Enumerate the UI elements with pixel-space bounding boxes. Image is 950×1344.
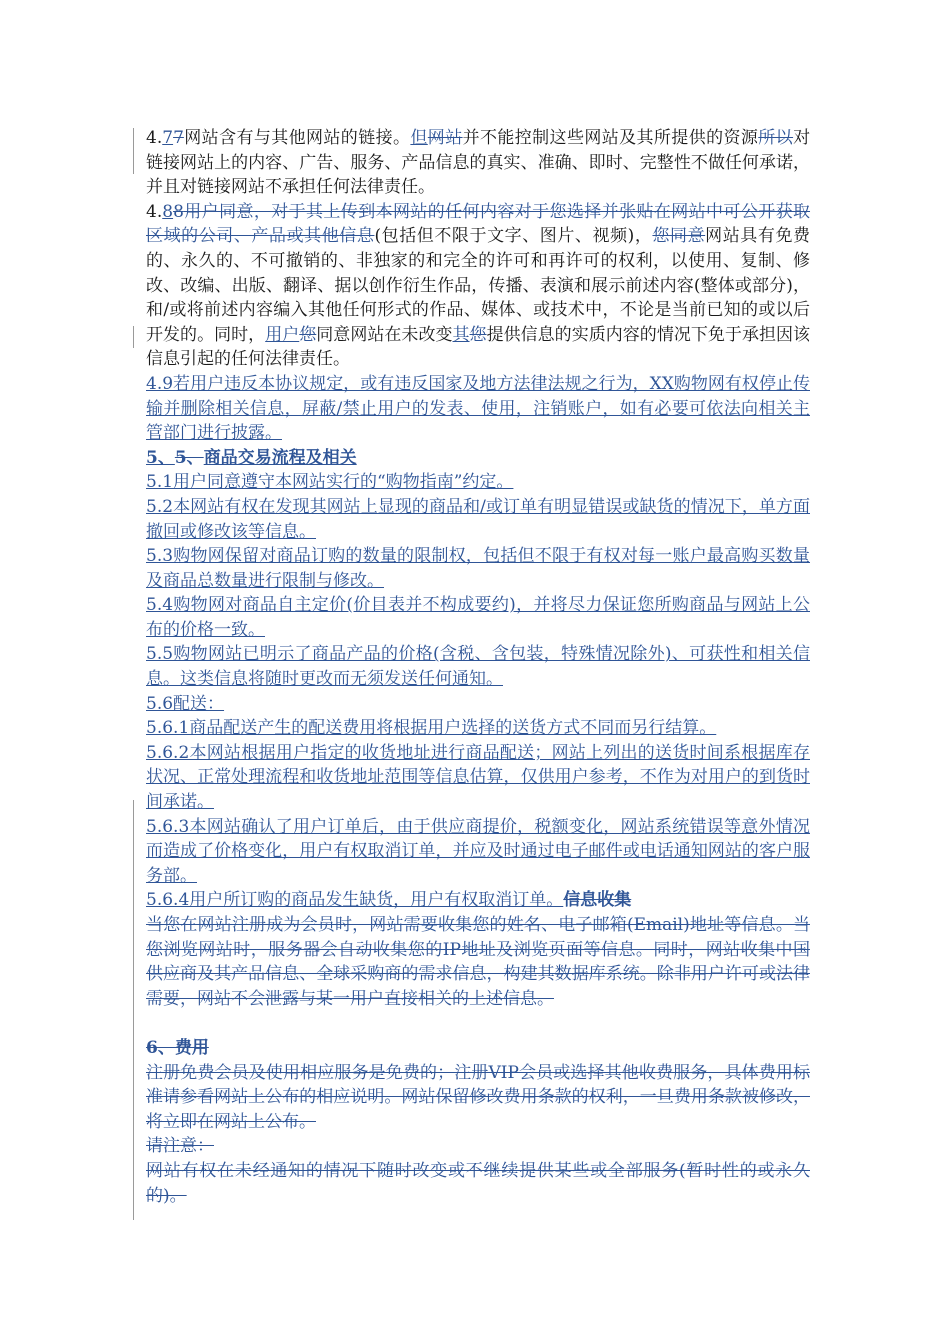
change-bar bbox=[133, 326, 134, 348]
note-label: 请注意： bbox=[146, 1136, 214, 1157]
clause-5-4: 5.4购物网对商品自主定价(价目表并不构成要约)，并将尽力保证您所购商品与网站上公布的价格一致。 bbox=[146, 595, 810, 640]
inserted-text: 用户 bbox=[265, 324, 300, 345]
clause-5-5: 5.5购物网站已明示了商品产品的价格(含税、含包装，特殊情况除外)、可获性和相关信息。这类信息将随时更改而无须发送任何通知。 bbox=[146, 644, 810, 690]
clause-5-6-1: 5.6.1商品配送产生的配送费用将根据用户选择的送货方式不同而另行结算。 bbox=[146, 718, 717, 739]
clause-4-7: 4.77网站含有与其他网站的链接。但网站并不能控制这些网站及其所提供的资源所以对链接网站上的内容、广告、服务、产品信息的真实、准确、即时、完整性不做任何承诺，并且对链接网站不承担任何法律责任。 bbox=[146, 128, 811, 198]
deleted-text: 对于您选择并张贴在网站中可公开获取区域的公司、产品或其他信息 bbox=[146, 201, 811, 247]
document-page bbox=[146, 126, 810, 1208]
section-6-heading: 6、费用 bbox=[146, 1037, 209, 1058]
info-collection-body: 当您在网站注册成为会员时，网站需要收集您的姓名、电子邮箱(Email)地址等信息。当您浏览网站时，服务器会自动收集您的IP地址及浏览页面等信息。同时，网站收集中国供应商及其产品信息、全球采购商的需求信息，构建其数据库系统。除非用户许可或法律需要，网站不会泄露与某一用户直接相关的上述信息。 bbox=[146, 915, 810, 1009]
section-5-heading: 5、5、商品交易流程及相关 bbox=[146, 447, 357, 468]
clause-4-9: 4.9若用户违反本协议规定，或有违反国家及地方法律法规之行为，XX购物网有权停止传输并删除相关信息，屏蔽/禁止用户的发表、使用，注销账户，如有必要可依法向相关主管部门进行披露。 bbox=[146, 373, 810, 444]
inserted-text: 其 bbox=[452, 324, 470, 345]
deleted-text: 您同意 bbox=[652, 226, 706, 247]
clause-5-1: 5.1用户同意遵守本网站实行的“购物指南”约定。 bbox=[146, 472, 514, 493]
clause-5-2: 5.2本网站有权在发现其网站上显现的商品和/或订单有明显错误或缺货的情况下，单方面撤回或修改该等信息。 bbox=[146, 496, 810, 542]
deleted-text: 8 bbox=[173, 201, 184, 222]
deleted-text: 用户同意，对于其上传到本网站的任何内容 bbox=[183, 201, 515, 222]
clause-5-3: 5.3购物网保留对商品订购的数量的限制权，包括但不限于有权对每一账户最高购买数量及商品总数量进行限制与修改。 bbox=[146, 546, 810, 591]
change-bar bbox=[133, 128, 134, 174]
deleted-text: 网站 bbox=[427, 128, 463, 148]
fees-body: 注册免费会员及使用相应服务是免费的；注册VIP会员或选择其他收费服务，具体费用标准请参看网站上公布的相应说明。网站保留修改费用条款的权利，一旦费用条款被修改，将立即在网站上公布。 bbox=[146, 1062, 810, 1132]
clause-5-6-2: 5.6.2本网站根据用户指定的收货地址进行商品配送；网站上列出的送货时间系根据库存状况、正常处理流程和收货地址范围等信息估算，仅供用户参考，不作为对用户的到货时间承诺。 bbox=[146, 742, 810, 813]
clause-5-6: 5.6配送： bbox=[146, 693, 225, 714]
deleted-text: 您 bbox=[299, 324, 317, 345]
inserted-text: 但 bbox=[410, 128, 428, 148]
deleted-text: 7 bbox=[173, 128, 184, 148]
deleted-text: 您 bbox=[469, 324, 487, 345]
clause-5-6-4: 5.6.4用户所订购的商品发生缺货，用户有权取消订单。信息收集 bbox=[146, 890, 632, 911]
deleted-text: 5、 bbox=[174, 447, 204, 468]
inserted-text: 7 bbox=[162, 128, 174, 148]
change-bar bbox=[133, 800, 134, 1220]
inserted-text: 8 bbox=[162, 201, 174, 222]
note-body: 网站有权在未经通知的情况下随时改变或不继续提供某些或全部服务(暂时性的或永久的)。 bbox=[146, 1160, 810, 1206]
clause-4-8: 4.88用户同意，对于其上传到本网站的任何内容对于您选择并张贴在网站中可公开获取区域的公司、产品或其他信息(包括但不限于文字、图片、视频)，您同意网站具有免费的、永久的、不可撤销的、非独家的和完全的许可和再许可的权利，以使用、复制、修改、改编、出版、翻译、据以创作衍生作品，传播、表演和展示前述内容(整体或部分)，和/或将前述内容编入其他任何形式的作品、媒体、或技术中，不论是当前已知的或以后开发的。同时，用户您同意网站在未改变其您提供信息的实质内容的情况下免于承担因该信息引起的任何法律责任。 bbox=[146, 201, 811, 370]
deleted-text: 信息收集 bbox=[563, 890, 632, 911]
blank-line bbox=[146, 1011, 810, 1036]
clause-5-6-3: 5.6.3本网站确认了用户订单后，由于供应商提价，税额变化，网站系统错误等意外情况而造成了价格变化，用户有权取消订单，并应及时通过电子邮件或电话通知网站的客户服务部。 bbox=[146, 816, 810, 886]
deleted-text: 所以 bbox=[758, 128, 794, 148]
